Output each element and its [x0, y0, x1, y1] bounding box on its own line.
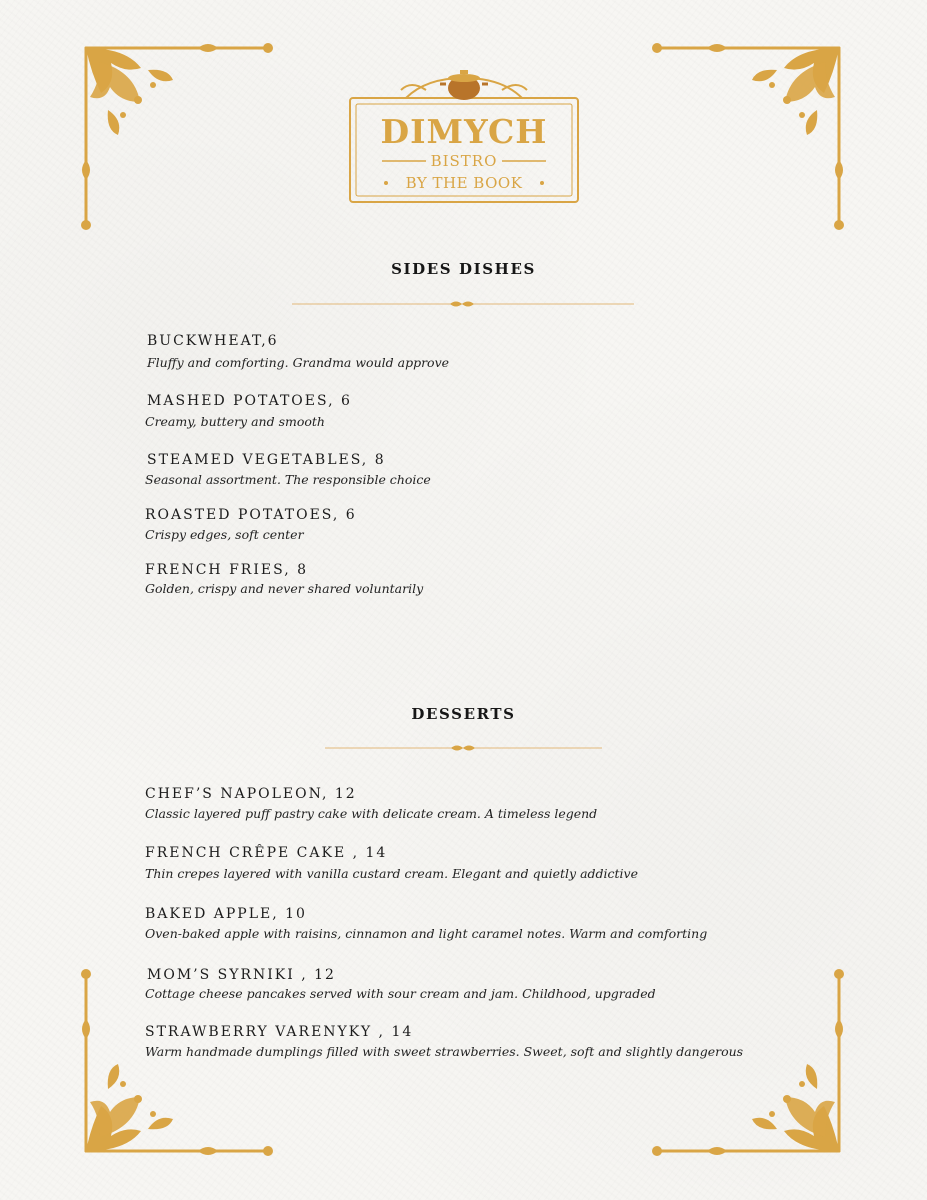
menu-item-description: Crispy edges, soft center	[145, 527, 304, 542]
menu-item-name: CHEF’S NAPOLEON, 12	[145, 786, 357, 802]
menu-item-name: ROASTED POTATOES, 6	[145, 507, 357, 523]
bistro-logo	[346, 50, 582, 205]
menu-item-description: Golden, crispy and never shared voluntarily	[145, 581, 424, 596]
menu-item-name: MOM’S SYRNIKI , 12	[147, 967, 336, 983]
logo-title: DIMYCH	[380, 112, 548, 151]
corner-ornament-top-right	[652, 40, 847, 235]
ornament-icon	[78, 40, 273, 235]
ornament-icon	[652, 964, 847, 1159]
corner-ornament-top-left	[78, 40, 273, 235]
menu-item-name: STRAWBERRY VARENYKY , 14	[145, 1024, 414, 1040]
ornament-icon	[652, 40, 847, 235]
menu-item-description: Thin crepes layered with vanilla custard cream. Elegant and quietly addictive	[145, 866, 639, 881]
menu-item-description: Creamy, buttery and smooth	[145, 414, 325, 429]
menu-item-description: Classic layered puff pastry cake with delicate cream. A timeless legend	[145, 806, 598, 821]
section-title-desserts: DESSERTS	[411, 705, 516, 723]
corner-ornament-bottom-right	[652, 964, 847, 1159]
section-divider	[292, 298, 634, 310]
menu-item-description: Warm handmade dumplings filled with sweet strawberries. Sweet, soft and slightly dangerous	[145, 1044, 744, 1059]
section-divider	[325, 742, 602, 754]
menu-item-description: Cottage cheese pancakes served with sour cream and jam. Childhood, upgraded	[145, 986, 656, 1001]
menu-item-name: BUCKWHEAT,6	[147, 333, 279, 349]
logo-subtitle: BISTRO	[430, 152, 498, 170]
menu-item-name: FRENCH FRIES, 8	[145, 562, 308, 578]
menu-item-description: Fluffy and comforting. Grandma would approve	[147, 355, 450, 370]
menu-item-description: Oven-baked apple with raisins, cinnamon and light caramel notes. Warm and comforting	[145, 926, 708, 941]
section-title-sides: SIDES DISHES	[391, 260, 536, 278]
cooking-pot-icon	[440, 70, 488, 100]
menu-item-name: MASHED POTATOES, 6	[147, 393, 352, 409]
menu-item-description: Seasonal assortment. The responsible choice	[145, 472, 431, 487]
logo-tagline: BY THE BOOK	[405, 174, 523, 192]
menu-item-name: FRENCH CRÊPE CAKE , 14	[145, 845, 388, 861]
menu-item-name: BAKED APPLE, 10	[145, 906, 307, 922]
menu-item-name: STEAMED VEGETABLES, 8	[147, 452, 386, 468]
